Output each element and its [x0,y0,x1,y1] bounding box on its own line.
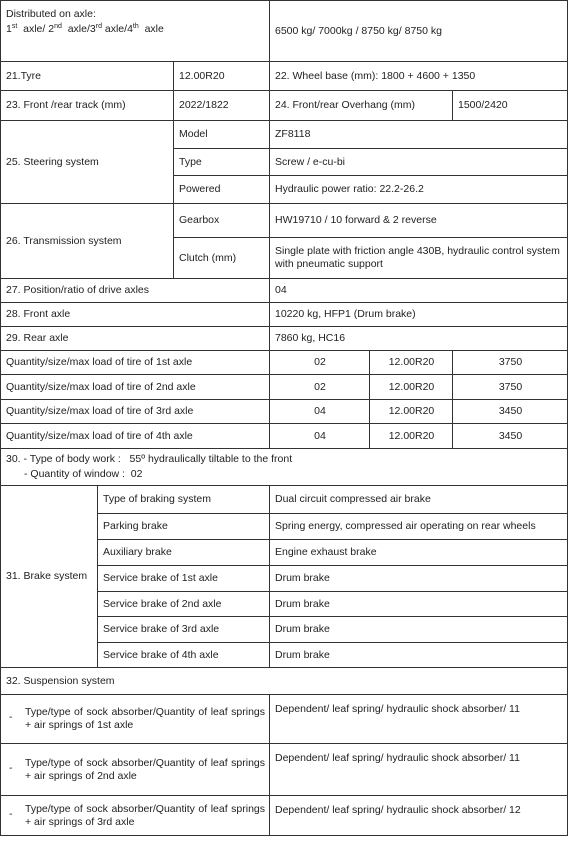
front-axle-row [1,303,568,327]
tire-row [1,424,568,449]
tire-row [1,375,568,400]
suspension-row [1,695,568,744]
suspension-value: Dependent/ leaf spring/ hydraulic shock absorber/ 12 [270,796,568,836]
brake-value: Drum brake [270,566,568,592]
brake-key: Service brake of 1st axle [98,566,270,592]
brake-key: Service brake of 4th axle [98,643,270,668]
tire-size: 12.00R20 [370,400,453,424]
transmission-row [1,204,568,238]
front-axle-label: 28. Front axle [1,303,270,327]
body-work-type: 30. - Type of body work : 55º hydraulically tiltable to the front [6,453,293,465]
body-work-cell [1,449,568,486]
suspension-label: 32. Suspension system [1,668,568,695]
steering-value: Screw / e-cu-bi [270,149,568,176]
brake-key: Service brake of 3rd axle [98,617,270,643]
tire-load: 3450 [453,400,568,424]
tyre-value: 12.00R20 [174,62,270,91]
suspension-key-cell [1,744,270,796]
axle-distribution-value: 6500 kg/ 7000kg / 8750 kg/ 8750 kg [270,1,568,62]
suspension-key: Type/type of sock absorber/Quantity of leaf springs + air springs of 2nd axle [25,756,265,782]
tire-label: Quantity/size/max load of tire of 2nd axle [1,375,270,400]
rear-axle-label: 29. Rear axle [1,327,270,351]
tyre-row [1,62,568,91]
tire-label: Quantity/size/max load of tire of 3rd axle [1,400,270,424]
steering-key: Model [174,121,270,149]
brake-value: Dual circuit compressed air brake [270,486,568,514]
suspension-value: Dependent/ leaf spring/ hydraulic shock absorber/ 11 [270,695,568,744]
tire-size: 12.00R20 [370,375,453,400]
tyre-label: 21.Tyre [1,62,174,91]
brake-value: Engine exhaust brake [270,540,568,566]
suspension-key: Type/type of sock absorber/Quantity of leaf springs + air springs of 1st axle [25,706,265,731]
track-row [1,91,568,121]
suspension-header-row [1,668,568,695]
drive-axles-label: 27. Position/ratio of drive axles [1,279,270,303]
transmission-key: Clutch (mm) [174,238,270,279]
axle-distribution-label: Distributed on axle: 1st axle/ 2nd axle/3rd axle/4th axle [1,1,270,62]
tire-size: 12.00R20 [370,424,453,449]
steering-value: ZF8118 [270,121,568,149]
suspension-key: Type/type of sock absorber/Quantity of leaf springs + air springs of 3rd axle [25,802,265,828]
rear-axle-value: 7860 kg, HC16 [270,327,568,351]
window-quantity: - Quantity of window : 02 [24,468,143,480]
steering-key: Powered [174,176,270,204]
tire-load: 3750 [453,375,568,400]
suspension-row [1,744,568,796]
transmission-key: Gearbox [174,204,270,238]
brake-system-label: 31. Brake system [1,486,98,668]
wheel-base: 22. Wheel base (mm): 1800 + 4600 + 1350 [270,62,568,91]
brake-value: Spring energy, compressed air operating on rear wheels [270,514,568,540]
tire-label: Quantity/size/max load of tire of 4th axle [1,424,270,449]
brake-value: Drum brake [270,643,568,668]
tire-row [1,400,568,424]
transmission-value: HW19710 / 10 forward & 2 reverse [270,204,568,238]
track-value: 2022/1822 [174,91,270,121]
suspension-key-cell [1,796,270,836]
brake-key: Auxiliary brake [98,540,270,566]
suspension-key-cell [1,695,270,744]
brake-key: Type of braking system [98,486,270,514]
drive-axles-value: 04 [270,279,568,303]
tire-quantity: 02 [270,375,370,400]
brake-value: Drum brake [270,617,568,643]
tire-load: 3450 [453,424,568,449]
suspension-row [1,796,568,836]
body-work-row [1,449,568,486]
tire-label: Quantity/size/max load of tire of 1st axle [1,351,270,375]
overhang-value: 1500/2420 [453,91,568,121]
front-axle-value: 10220 kg, HFP1 (Drum brake) [270,303,568,327]
steering-value: Hydraulic power ratio: 22.2-26.2 [270,176,568,204]
tire-quantity: 02 [270,351,370,375]
transmission-value: Single plate with friction angle 430B, hydraulic control system with pneumatic support [270,238,568,279]
steering-key: Type [174,149,270,176]
dash-marker: - [9,761,13,774]
brake-value: Drum brake [270,592,568,617]
tire-size: 12.00R20 [370,351,453,375]
steering-label: 25. Steering system [1,121,174,204]
axle-distribution-row [1,1,568,62]
dash-marker: - [9,711,13,723]
brake-key: Service brake of 2nd axle [98,592,270,617]
drive-axles-row [1,279,568,303]
tire-quantity: 04 [270,400,370,424]
overhang-label: 24. Front/rear Overhang (mm) [270,91,453,121]
brake-key: Parking brake [98,514,270,540]
tire-load: 3750 [453,351,568,375]
steering-row [1,121,568,149]
dash-marker: - [9,807,13,820]
brake-row [1,486,568,514]
transmission-label: 26. Transmission system [1,204,174,279]
tire-row [1,351,568,375]
tire-quantity: 04 [270,424,370,449]
rear-axle-row [1,327,568,351]
suspension-value: Dependent/ leaf spring/ hydraulic shock absorber/ 11 [270,744,568,796]
track-label: 23. Front /rear track (mm) [1,91,174,121]
